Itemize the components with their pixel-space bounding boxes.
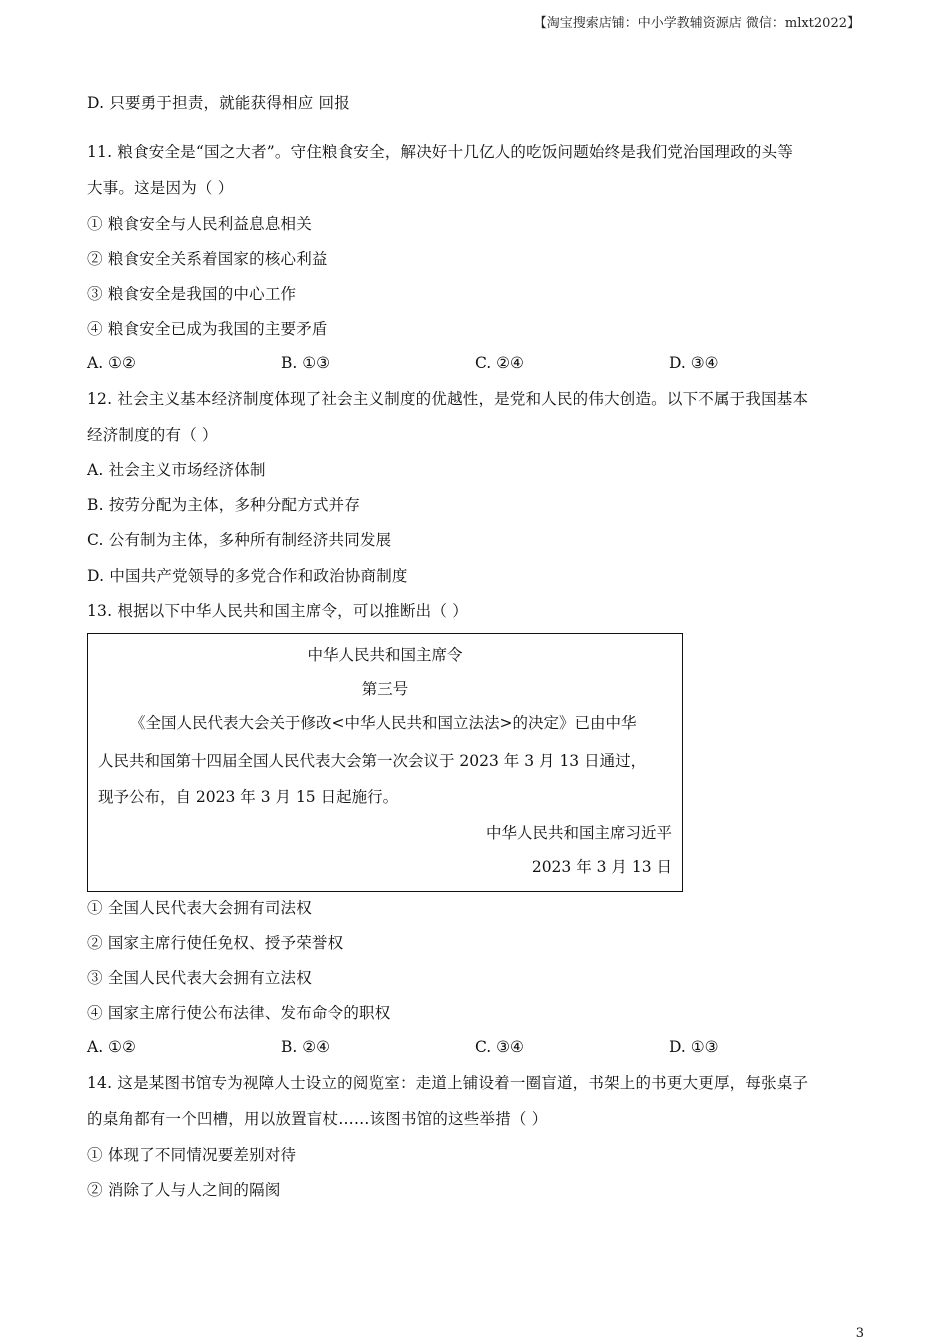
decree-body-line1: 《全国人民代表大会关于修改<中华人民共和国立法法>的决定》已由中华 [130, 714, 637, 732]
page-header: 【淘宝搜索店铺：中小学教辅资源店 微信：mlxt2022】 [533, 16, 860, 31]
q12-option-b: B. 按劳分配为主体，多种分配方式并存 [87, 496, 361, 514]
q13-option-d: D. ①③ [669, 1038, 719, 1056]
q13-item-4: ④ 国家主席行使公布法律、发布命令的职权 [87, 1004, 391, 1022]
decree-title: 中华人民共和国主席令 [307, 646, 463, 664]
q11-item-1: ① 粮食安全与人民利益息息相关 [87, 215, 312, 233]
q12-option-a: A. 社会主义市场经济体制 [87, 461, 266, 479]
q13-item-1: ① 全国人民代表大会拥有司法权 [87, 899, 312, 917]
q11-stem-line1: 11. 粮食安全是“国之大者”。守住粮食安全，解决好十几亿人的吃饭问题始终是我们党治国理政的头等 [87, 143, 794, 161]
q11-item-3: ③ 粮食安全是我国的中心工作 [87, 285, 297, 303]
decree-signer: 中华人民共和国主席习近平 [485, 824, 672, 842]
q11-options [87, 353, 867, 373]
q12-option-c: C. 公有制为主体，多种所有制经济共同发展 [87, 531, 392, 549]
q11-item-2: ② 粮食安全关系着国家的核心利益 [87, 250, 328, 268]
decree-body-line2: 人民共和国第十四届全国人民代表大会第一次会议于 2023 年 3 月 13 日通过， [98, 752, 647, 770]
q12-stem-line1: 12. 社会主义基本经济制度体现了社会主义制度的优越性，是党和人民的伟大创造。以下不属于我国基本 [87, 390, 809, 408]
q11-option-c: C. ②④ [475, 354, 524, 372]
q12-option-d: D. 中国共产党领导的多党合作和政治协商制度 [87, 567, 408, 585]
q13-option-b: B. ②④ [281, 1038, 331, 1056]
q11-stem-line2: 大事。这是因为（ ） [87, 179, 234, 197]
q11-item-4: ④ 粮食安全已成为我国的主要矛盾 [87, 320, 328, 338]
q13-item-2: ② 国家主席行使任免权、授予荣誉权 [87, 934, 344, 952]
q14-stem-line1: 14. 这是某图书馆专为视障人士设立的阅览室：走道上铺设着一圈盲道，书架上的书更大更厚，每张桌子 [87, 1074, 809, 1092]
q13-item-3: ③ 全国人民代表大会拥有立法权 [87, 969, 312, 987]
q13-option-c: C. ③④ [475, 1038, 524, 1056]
decree-body-line3: 现予公布，自 2023 年 3 月 15 日起施行。 [98, 788, 399, 806]
page-number: 3 [855, 1326, 864, 1341]
q11-option-d: D. ③④ [669, 354, 719, 372]
q13-options [87, 1037, 867, 1057]
q14-item-1: ① 体现了不同情况要差别对待 [87, 1146, 297, 1164]
q13-stem: 13. 根据以下中华人民共和国主席令，可以推断出（ ） [87, 602, 468, 620]
q13-option-a: A. ①② [87, 1038, 136, 1056]
decree-number: 第三号 [361, 680, 409, 698]
q11-option-b: B. ①③ [281, 354, 331, 372]
prev-option-d: D. 只要勇于担责，就能获得相应 回报 [87, 94, 350, 112]
q11-option-a: A. ①② [87, 354, 136, 372]
decree-date: 2023 年 3 月 13 日 [531, 858, 672, 876]
q14-item-2: ② 消除了人与人之间的隔阂 [87, 1181, 281, 1199]
q12-stem-line2: 经济制度的有（ ） [87, 426, 218, 444]
q14-stem-line2: 的桌角都有一个凹槽，用以放置盲杖……该图书馆的这些举措（ ） [87, 1110, 548, 1128]
presidential-decree-box [87, 633, 683, 892]
